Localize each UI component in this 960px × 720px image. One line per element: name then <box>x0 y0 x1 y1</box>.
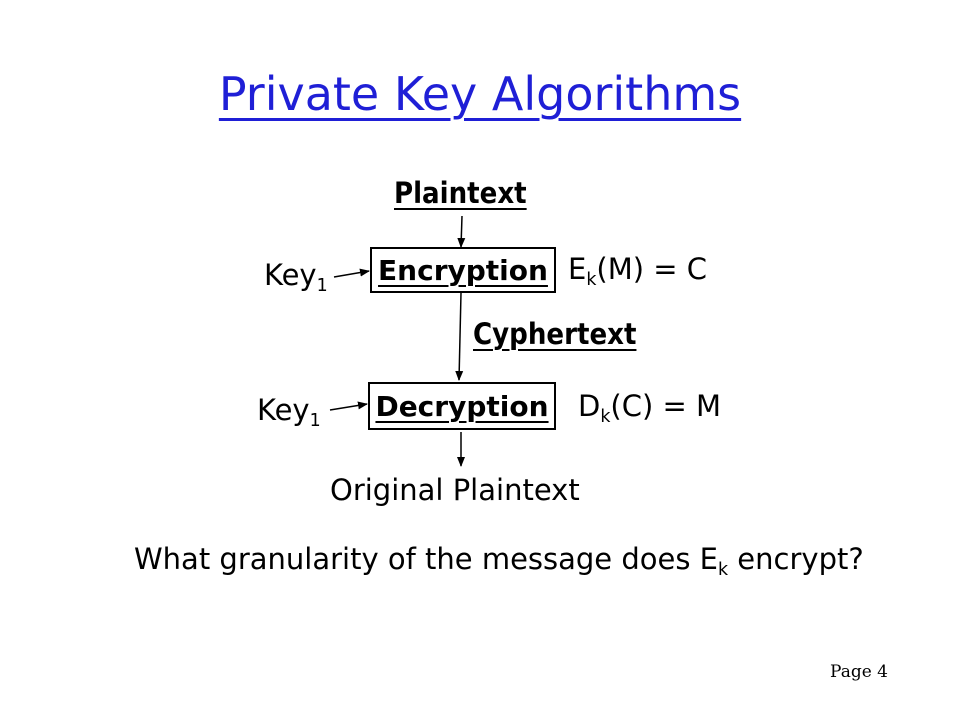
encryption-box <box>370 247 556 293</box>
key-label-bottom: Key$_1$ <box>257 393 321 432</box>
cyphertext-label: Cyphertext <box>473 317 637 351</box>
decryption-box-label: Decryption <box>375 389 549 423</box>
encryption-box-label: Encryption <box>378 253 548 287</box>
question-text: What granularity of the message does $E_k$ encrypt? <box>134 542 864 581</box>
original-plaintext-label: Original Plaintext <box>330 473 580 507</box>
key-label-top: Key$_1$ <box>264 258 328 297</box>
page-number: Page 4 <box>830 662 888 682</box>
plaintext-label: Plaintext <box>394 176 527 210</box>
encrypt-formula: $E_k(M) = C$ <box>568 252 708 291</box>
arrow-key-to-decryption <box>330 404 367 410</box>
arrow-key-to-encryption <box>334 271 369 277</box>
decrypt-formula: $D_k(C) = M$ <box>578 389 722 428</box>
arrow-plaintext-to-encryption <box>461 216 462 247</box>
arrow-encryption-to-decryption <box>459 293 461 380</box>
slide-title-text: Private Key Algorithms <box>218 67 742 121</box>
decryption-box <box>368 382 556 430</box>
